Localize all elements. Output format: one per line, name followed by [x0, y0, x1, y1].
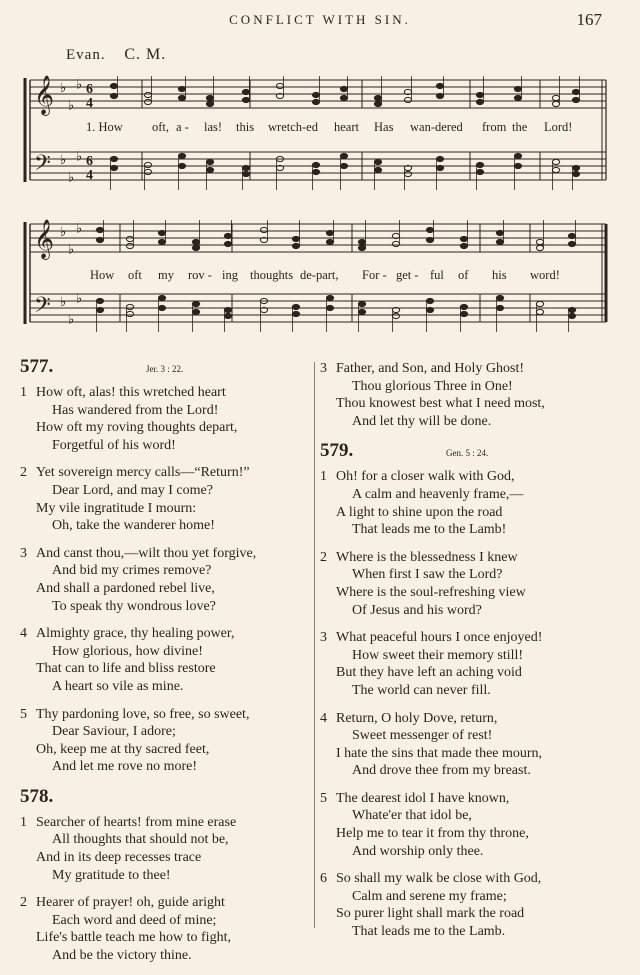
verse — [20, 894, 310, 964]
note-head — [476, 162, 483, 167]
verse-line: Has wandered from the Lord! — [52, 402, 219, 418]
verse-line: How sweet their memory still! — [352, 647, 524, 663]
lyric-syllable: Has — [374, 120, 394, 134]
verse-line: I hate the sins that made thee mourn, — [336, 745, 543, 761]
note-head — [536, 309, 543, 314]
note-head — [206, 101, 213, 106]
flat-icon: ♭ — [76, 221, 83, 237]
note-head — [460, 243, 467, 248]
verse-line: And worship only thee. — [352, 843, 484, 859]
verse-number: 5 — [20, 706, 27, 722]
lyric-syllable: thoughts — [250, 268, 294, 282]
flat-icon: ♭ — [76, 149, 83, 165]
note-head — [340, 95, 347, 100]
note-head — [426, 227, 433, 232]
verse-line: And bid my crimes remove? — [52, 563, 212, 579]
hymn-number: 577. — [20, 356, 54, 377]
note-head — [326, 305, 333, 310]
note-head — [358, 309, 365, 314]
verse-line: All thoughts that should not be, — [52, 832, 229, 848]
flat-icon: ♭ — [68, 98, 75, 114]
verse-line: Dear Saviour, I adore; — [52, 724, 176, 740]
verse-line: 1 How oft, alas! this wretched heart — [20, 385, 226, 400]
note-head — [374, 95, 381, 100]
flat-icon: ♭ — [68, 242, 75, 258]
running-title: CONFLICT WITH SIN. — [229, 12, 411, 27]
note-head — [224, 313, 231, 318]
lyric-syllable: ing — [222, 268, 238, 282]
note-head — [206, 167, 213, 172]
verse-line: 3 Father, and Son, and Holy Ghost! — [320, 361, 525, 376]
note-head — [572, 97, 579, 102]
lyric-syllable: wretch-ed — [268, 120, 318, 134]
verse-line: 2 Yet sovereign mercy calls—“Return!” — [20, 465, 250, 481]
note-head — [476, 99, 483, 104]
note-head — [126, 236, 133, 241]
time-signature-bottom: 4 — [86, 96, 93, 111]
note-head — [568, 241, 575, 246]
verse-line: 5 The dearest idol I have known, — [320, 790, 510, 806]
flat-icon: ♭ — [60, 295, 67, 310]
verse — [20, 545, 310, 615]
verse — [320, 790, 620, 860]
verse-line: Thou knowest best what I need most, — [336, 396, 545, 412]
note-head — [436, 93, 443, 98]
note-head — [96, 307, 103, 312]
lyric-syllable: my — [158, 268, 174, 282]
note-head — [110, 156, 117, 161]
hymn-578 — [20, 786, 310, 965]
verse-line: How oft my roving thoughts depart, — [36, 420, 238, 436]
note-head — [206, 159, 213, 164]
verse — [320, 710, 620, 780]
note-head — [374, 167, 381, 172]
note-head — [496, 295, 503, 300]
verse-number: 5 — [320, 790, 327, 806]
music-score — [0, 0, 640, 340]
flat-icon: ♭ — [76, 291, 83, 307]
note-head — [476, 92, 483, 97]
note-head — [392, 241, 399, 246]
verse-line: 3 What peaceful hours I once enjoyed! — [320, 630, 543, 646]
hymn-number: 579. — [320, 440, 354, 462]
verse — [20, 814, 310, 884]
note-head — [552, 167, 559, 172]
hymn-577 — [20, 356, 310, 776]
hymn-579 — [320, 440, 620, 940]
verse-line: My vile ingratitude I mourn: — [36, 500, 197, 516]
page-number: 167 — [576, 10, 602, 29]
verse-line: And let me rove no more! — [52, 759, 198, 775]
verse-number: 4 — [320, 710, 327, 726]
note-head — [178, 86, 185, 91]
note-head — [340, 163, 347, 168]
lyric-syllable: Lord! — [544, 120, 573, 134]
note-head — [178, 95, 185, 100]
note-head — [340, 86, 347, 91]
lyric-syllable: get - — [396, 268, 419, 282]
note-head — [312, 169, 319, 174]
verse — [320, 549, 620, 619]
lyric-syllable: rov - — [188, 268, 212, 282]
verse-line: That leads me to the Lamb. — [352, 924, 506, 940]
note-head — [312, 92, 319, 97]
note-head — [158, 239, 165, 244]
note-head — [536, 239, 543, 244]
note-head — [242, 97, 249, 102]
verse-line: 4 Almighty grace, thy healing power, — [20, 626, 235, 642]
verse-line: A calm and heavenly frame,— — [352, 486, 524, 502]
note-head — [144, 99, 151, 104]
lyric-syllable: oft — [128, 268, 142, 282]
note-head — [144, 169, 151, 174]
verse-line: And be the victory thine. — [52, 948, 192, 964]
verse-line: Of Jesus and his word? — [352, 602, 482, 618]
verse-line: 2 Where is the blessedness I knew — [320, 549, 518, 565]
verse-number: 6 — [320, 871, 327, 887]
lyric-syllable: 1. How — [86, 120, 123, 134]
verse-number: 4 — [20, 626, 27, 642]
verse-line: 4 Return, O holy Dove, return, — [320, 710, 498, 726]
note-head — [358, 239, 365, 244]
note-head — [572, 89, 579, 94]
note-head — [426, 307, 433, 312]
note-head — [224, 241, 231, 246]
verse-number: 2 — [20, 465, 27, 481]
right-column — [320, 356, 620, 951]
note-head — [426, 237, 433, 242]
note-head — [436, 156, 443, 161]
verse-line: Oh, take the wanderer home! — [52, 518, 215, 534]
note-head — [192, 301, 199, 306]
time-signature-top: 6 — [86, 82, 93, 97]
note-head — [358, 245, 365, 250]
note-head — [158, 230, 165, 235]
verse-line: That can to life and bliss restore — [36, 661, 216, 677]
note-head — [96, 227, 103, 232]
note-head — [126, 304, 133, 309]
lyric-syllable: las! — [204, 120, 223, 134]
note-head — [192, 239, 199, 244]
note-head — [224, 307, 231, 312]
flat-icon: ♭ — [60, 225, 67, 240]
note-head — [572, 171, 579, 176]
verse-line: Dear Lord, and may I come? — [52, 482, 213, 498]
note-head — [404, 171, 411, 176]
note-head — [178, 163, 185, 168]
verse-line: Sweet messenger of rest! — [352, 728, 493, 744]
verse-line: Oh, keep me at thy sacred feet, — [36, 741, 210, 757]
note-head — [292, 243, 299, 248]
note-head — [96, 298, 103, 303]
verse-line: Thou glorious Three in One! — [352, 378, 513, 394]
note-head — [242, 165, 249, 170]
flat-icon: ♭ — [60, 153, 67, 168]
note-head — [260, 227, 267, 232]
lyric-syllable: from — [482, 120, 507, 134]
verse-line: Calm and serene my frame; — [352, 888, 507, 904]
verse-line: And let thy will be done. — [352, 413, 492, 429]
verse-line: 2 Hearer of prayer! oh, guide aright — [20, 895, 225, 911]
note-head — [292, 236, 299, 241]
verse-line: Life's battle teach me how to fight, — [36, 930, 231, 946]
note-head — [292, 304, 299, 309]
note-head — [224, 233, 231, 238]
note-head — [326, 230, 333, 235]
verse-line: The world can never fill. — [352, 682, 491, 698]
verse-line: But they have left an aching void — [336, 665, 522, 681]
note-head — [460, 311, 467, 316]
note-head — [460, 236, 467, 241]
note-head — [326, 295, 333, 300]
note-head — [192, 309, 199, 314]
lyric-syllable: a - — [176, 120, 189, 134]
bass-clef-icon: 𝄢 — [34, 151, 51, 181]
verse-line: And shall a pardoned rebel live, — [36, 580, 215, 596]
verse-line: Help me to tear it from thy throne, — [336, 826, 529, 842]
note-head — [158, 305, 165, 310]
verse-line: Forgetful of his word! — [52, 437, 176, 453]
verse-line: 5 Thy pardoning love, so free, so sweet, — [20, 706, 250, 722]
lyric-syllable: the — [512, 120, 528, 134]
note-head — [158, 295, 165, 300]
verse-number: 2 — [20, 895, 27, 911]
verse-line: Where is the soul-refreshing view — [336, 584, 526, 600]
lyric-syllable: oft, — [152, 120, 170, 134]
flat-icon: ♭ — [76, 77, 83, 93]
verse-line: My gratitude to thee! — [52, 867, 171, 883]
note-head — [572, 165, 579, 170]
note-head — [144, 92, 151, 97]
hymn-heading — [20, 786, 310, 814]
scripture-reference: Gen. 5 : 24. — [446, 448, 489, 459]
verse-number: 3 — [320, 361, 327, 376]
verse — [320, 468, 620, 538]
column-divider — [314, 362, 315, 928]
verse-line: Each word and deed of mine; — [52, 912, 217, 928]
note-head — [552, 159, 559, 164]
note-head — [276, 83, 283, 88]
verse-number: 3 — [320, 630, 327, 646]
note-head — [496, 305, 503, 310]
note-head — [374, 101, 381, 106]
flat-icon: ♭ — [68, 170, 75, 186]
note-head — [460, 304, 467, 309]
verse-line: 1 Searcher of hearts! from mine erase — [20, 814, 237, 830]
verse-number: 1 — [20, 814, 27, 830]
verse-number: 1 — [20, 385, 27, 400]
note-head — [340, 153, 347, 158]
verse-line: 6 So shall my walk be close with God, — [320, 871, 542, 887]
lyric-syllable: wan-dered — [410, 120, 463, 134]
lyric-syllable: of — [458, 268, 469, 282]
note-head — [496, 230, 503, 235]
verse-number: 3 — [20, 545, 27, 561]
note-head — [476, 169, 483, 174]
note-head — [404, 97, 411, 102]
tune-meter: C. M. — [124, 46, 167, 63]
note-head — [552, 95, 559, 100]
verse-number: 2 — [320, 549, 327, 565]
note-head — [110, 93, 117, 98]
bass-clef-icon: 𝄢 — [34, 293, 51, 323]
note-head — [312, 99, 319, 104]
note-head — [242, 171, 249, 176]
verse-line: A light to shine upon the road — [336, 504, 503, 520]
note-head — [568, 313, 575, 318]
verse-line: So purer light shall mark the road — [336, 906, 525, 922]
lyric-syllable: his — [492, 268, 507, 282]
flat-icon: ♭ — [60, 81, 67, 96]
scripture-reference: Jer. 3 : 22. — [146, 364, 184, 374]
verse — [320, 870, 620, 940]
verse-number: 1 — [320, 469, 327, 485]
note-head — [436, 165, 443, 170]
lyric-syllable: this — [236, 120, 255, 134]
note-head — [568, 307, 575, 312]
note-head — [110, 83, 117, 88]
note-head — [326, 239, 333, 244]
verse-line: When first I saw the Lord? — [352, 567, 503, 583]
time-signature-top: 6 — [86, 154, 93, 169]
tune-name: Evan. — [66, 47, 106, 63]
note-head — [496, 239, 503, 244]
lyric-syllable: word! — [530, 268, 560, 282]
hymn-number: 578. — [20, 785, 54, 807]
note-head — [514, 95, 521, 100]
note-head — [206, 95, 213, 100]
verse — [20, 706, 310, 776]
note-head — [514, 86, 521, 91]
note-head — [552, 101, 559, 106]
note-head — [96, 237, 103, 242]
note-head — [312, 162, 319, 167]
verse-line: 1 Oh! for a closer walk with God, — [320, 469, 515, 485]
note-head — [514, 163, 521, 168]
verse-line: A heart so vile as mine. — [52, 678, 184, 694]
verse — [20, 384, 310, 454]
verse-line: Whate'er that idol be, — [352, 808, 472, 824]
verse-line: To speak thy wondrous love? — [52, 598, 216, 614]
verse-line: 3 And canst thou,—wilt thou yet forgive, — [20, 545, 257, 561]
note-head — [126, 311, 133, 316]
lyric-syllable: How — [90, 268, 115, 282]
note-head — [292, 311, 299, 316]
flat-icon: ♭ — [68, 312, 75, 328]
verse — [320, 360, 620, 430]
note-head — [514, 153, 521, 158]
hymn-heading — [320, 440, 620, 468]
verse-line: How glorious, how divine! — [52, 643, 203, 659]
verse-line: And in its deep recesses trace — [36, 850, 202, 866]
lyric-syllable: For - — [362, 268, 387, 282]
note-head — [242, 89, 249, 94]
note-head — [436, 83, 443, 88]
note-head — [426, 298, 433, 303]
verse — [20, 464, 310, 534]
note-head — [568, 233, 575, 238]
verse — [320, 629, 620, 699]
verse-line: And drove thee from my breast. — [352, 763, 531, 779]
note-head — [358, 301, 365, 306]
note-head — [144, 162, 151, 167]
note-head — [126, 243, 133, 248]
note-head — [110, 165, 117, 170]
note-head — [536, 301, 543, 306]
lyric-syllable: de-part, — [300, 268, 339, 282]
verse-line: That leads me to the Lamb! — [352, 522, 507, 538]
note-head — [192, 245, 199, 250]
note-head — [178, 153, 185, 158]
note-head — [374, 159, 381, 164]
note-head — [536, 245, 543, 250]
left-column — [20, 356, 310, 975]
note-head — [392, 313, 399, 318]
treble-clef-icon: 𝄞 — [34, 75, 55, 115]
time-signature-bottom: 4 — [86, 168, 93, 183]
hymn-heading — [20, 356, 310, 384]
treble-clef-icon: 𝄞 — [34, 219, 55, 259]
lyric-syllable: heart — [334, 120, 359, 134]
lyric-syllable: ful — [430, 268, 444, 282]
verse — [20, 625, 310, 695]
hymn-578-continued — [320, 360, 620, 430]
